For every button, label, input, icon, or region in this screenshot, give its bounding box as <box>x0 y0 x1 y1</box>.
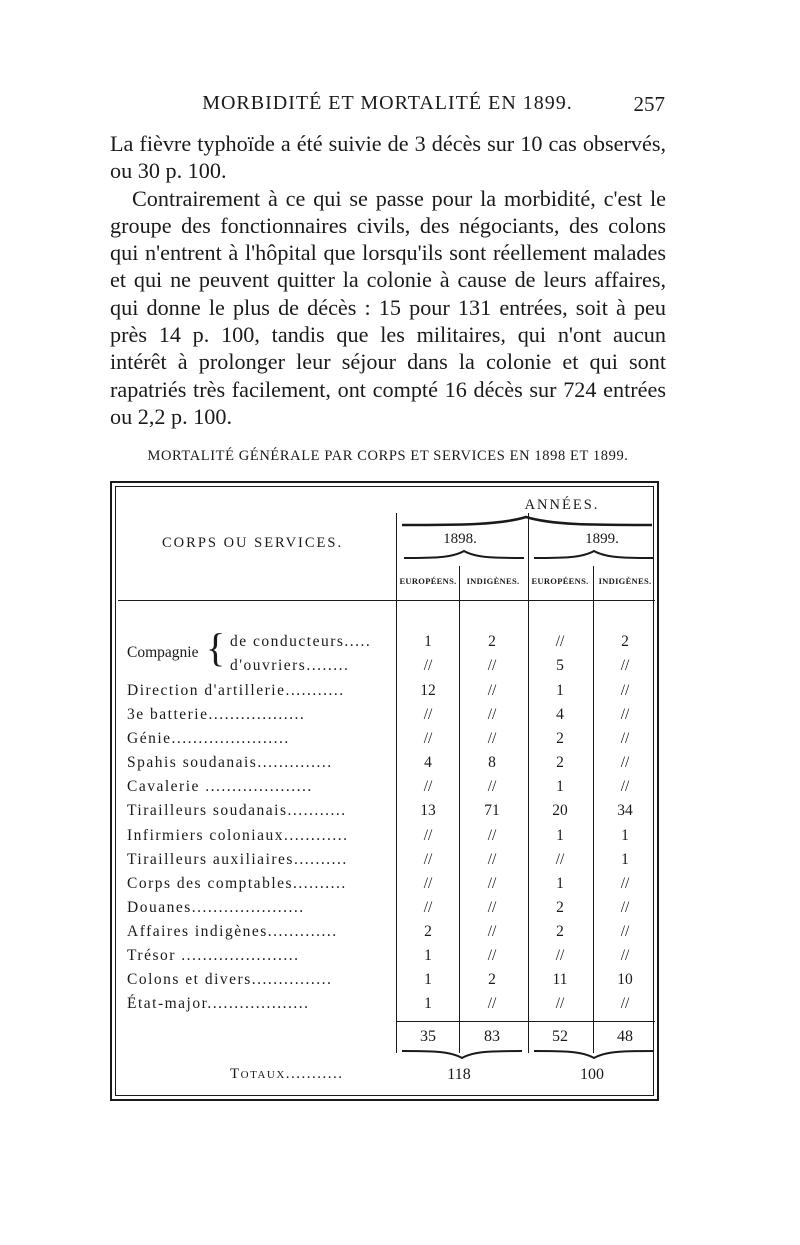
cell-ind-1898: // <box>487 778 497 795</box>
cell-ind-1898: // <box>487 682 497 699</box>
cell-eur-1899: 20 <box>552 802 568 819</box>
cell-ind-1898: // <box>487 657 497 674</box>
cell-ind-1898: // <box>487 995 497 1012</box>
cell-ind-1899: // <box>620 899 630 916</box>
cell-eur-1898: 1 <box>424 995 432 1012</box>
subtotal-eur-1899: 52 <box>552 1028 568 1045</box>
table-row <box>112 947 655 969</box>
compagnie-label: Compagnie <box>127 644 199 661</box>
cell-ind-1899: // <box>620 875 630 892</box>
cell-ind-1899: // <box>620 730 630 747</box>
header-rule <box>118 600 655 601</box>
table-row <box>112 995 655 1017</box>
cell-ind-1899: // <box>620 754 630 771</box>
cell-eur-1899: // <box>555 995 565 1012</box>
brace-1898 <box>402 549 527 561</box>
cell-ind-1899: // <box>620 706 630 723</box>
cell-ind-1898: // <box>487 730 497 747</box>
cell-ind-1899: 10 <box>617 971 633 988</box>
table-row <box>112 923 655 945</box>
total-1898: 118 <box>447 1066 471 1083</box>
cell-ind-1898: // <box>487 899 497 916</box>
table-row <box>112 657 655 679</box>
annees-header: ANNÉES. <box>524 497 600 513</box>
cell-ind-1898: 2 <box>488 971 496 988</box>
cell-ind-1899: // <box>620 995 630 1012</box>
table-row <box>112 778 655 800</box>
row-label: de conducteurs..... <box>230 633 372 650</box>
compagnie-brace: { <box>206 625 226 670</box>
cell-eur-1898: // <box>423 899 433 916</box>
cell-eur-1898: 1 <box>424 947 432 964</box>
cell-eur-1898: 13 <box>420 802 436 819</box>
cell-ind-1898: // <box>487 851 497 868</box>
cell-eur-1899: // <box>555 851 565 868</box>
cell-eur-1899: 2 <box>556 730 564 747</box>
row-label: Corps des comptables.......... <box>127 875 347 892</box>
row-label: Tirailleurs soudanais........... <box>127 802 347 819</box>
cell-eur-1898: 4 <box>424 754 432 771</box>
row-label: Cavalerie .................... <box>127 778 313 795</box>
table-row <box>112 682 655 704</box>
year-1898: 1898. <box>443 531 477 547</box>
total-1899: 100 <box>580 1066 604 1083</box>
page-header <box>110 92 665 122</box>
row-label: Douanes..................... <box>127 899 305 916</box>
cell-eur-1898: // <box>423 706 433 723</box>
row-label: Tirailleurs auxiliaires.......... <box>127 851 348 868</box>
corps-header: CORPS OU SERVICES. <box>162 535 344 551</box>
table-row <box>112 730 655 752</box>
cell-eur-1899: 1 <box>556 682 564 699</box>
subheader-indigenes-1898: INDIGÈNES. <box>466 576 520 586</box>
cell-ind-1898: // <box>487 706 497 723</box>
subtotal-rule <box>396 1021 655 1022</box>
totals-brace-1898 <box>400 1049 525 1061</box>
cell-eur-1899: 2 <box>556 754 564 771</box>
totaux-row <box>112 1066 655 1088</box>
running-title: MORBIDITÉ ET MORTALITÉ EN 1899. <box>202 92 573 114</box>
table-row <box>112 875 655 897</box>
row-label: Génie...................... <box>127 730 290 747</box>
cell-eur-1898: // <box>423 778 433 795</box>
cell-eur-1899: // <box>555 947 565 964</box>
cell-eur-1898: // <box>423 730 433 747</box>
paragraph-2: Contrairement à ce qui se passe pour la morbidité, c'est le groupe des fonctionnaires civils, des négociants, des colons qui n'entrent à l'hôpital que lorsqu'ils sont réellement malades et qui ne peuvent quitter la colonie à cause de leurs affaires, qui donne le plus de décès : 15 pour 131 entrées, soit à peu près 14 p. 100, tandis que les militaires, qui n'ont aucun intérêt à prolonger leur séjour dans la colonie et qui sont rapatriés très facilement, ont compté 16 décès sur 724 entrées ou 2,2 p. 100. <box>110 185 666 429</box>
paragraph-1: La fièvre typhoïde a été suivie de 3 décès sur 10 cas observés, ou 30 p. 100. <box>110 131 666 184</box>
row-label: État-major................... <box>127 995 310 1012</box>
row-label: Colons et divers............... <box>127 971 333 988</box>
cell-ind-1899: // <box>620 657 630 674</box>
cell-eur-1899: 11 <box>552 971 568 988</box>
subtotal-ind-1898: 83 <box>484 1028 500 1045</box>
table-row <box>112 706 655 728</box>
cell-eur-1898: // <box>423 827 433 844</box>
subtotal-row <box>112 1028 655 1050</box>
row-label: Direction d'artillerie........... <box>127 682 345 699</box>
table-row <box>112 899 655 921</box>
cell-eur-1898: 2 <box>424 923 432 940</box>
row-label: Infirmiers coloniaux............ <box>127 827 349 844</box>
cell-eur-1899: // <box>555 633 565 650</box>
row-label: d'ouvriers........ <box>230 657 350 674</box>
cell-ind-1898: 2 <box>488 633 496 650</box>
brace-1899 <box>532 549 657 561</box>
subheader-europeens-1899: EUROPÉENS. <box>531 576 589 586</box>
cell-eur-1899: 2 <box>556 899 564 916</box>
row-label: Affaires indigènes............. <box>127 923 338 940</box>
cell-eur-1898: 1 <box>424 971 432 988</box>
cell-ind-1899: 2 <box>621 633 629 650</box>
cell-ind-1898: // <box>487 947 497 964</box>
cell-ind-1899: // <box>620 682 630 699</box>
cell-eur-1899: 4 <box>556 706 564 723</box>
cell-eur-1899: 2 <box>556 923 564 940</box>
row-label: Spahis soudanais.............. <box>127 754 333 771</box>
year-1899: 1899. <box>585 531 619 547</box>
cell-eur-1898: 1 <box>424 633 432 650</box>
table-row <box>112 827 655 849</box>
row-label: Trésor ...................... <box>127 947 300 964</box>
table-caption: MORTALITÉ GÉNÉRALE PAR CORPS ET SERVICES EN 1898 ET 1899. <box>147 448 629 464</box>
cell-ind-1899: // <box>620 923 630 940</box>
body-text <box>110 130 666 430</box>
table-row <box>112 754 655 776</box>
row-label: 3e batterie.................. <box>127 706 306 723</box>
cell-eur-1898: 12 <box>420 682 436 699</box>
cell-eur-1899: 1 <box>556 875 564 892</box>
totals-brace-1899 <box>532 1049 657 1061</box>
cell-ind-1899: 34 <box>617 802 633 819</box>
subheader-europeens-1898: EUROPÉENS. <box>399 576 457 586</box>
cell-ind-1898: 71 <box>484 802 500 819</box>
cell-ind-1899: 1 <box>621 827 629 844</box>
cell-ind-1899: // <box>620 778 630 795</box>
cell-ind-1898: // <box>487 827 497 844</box>
totaux-label: Totaux........... <box>230 1066 344 1082</box>
subtotal-eur-1898: 35 <box>420 1028 436 1045</box>
page-number: 257 <box>633 92 665 116</box>
cell-eur-1898: // <box>423 851 433 868</box>
cell-ind-1898: // <box>487 923 497 940</box>
table-row <box>112 851 655 873</box>
cell-eur-1899: 1 <box>556 827 564 844</box>
cell-ind-1898: 8 <box>488 754 496 771</box>
cell-ind-1899: 1 <box>621 851 629 868</box>
cell-eur-1899: 1 <box>556 778 564 795</box>
mortality-table <box>110 481 659 1101</box>
subtotal-ind-1899: 48 <box>617 1028 633 1045</box>
cell-eur-1899: 5 <box>556 657 564 674</box>
table-row <box>112 802 655 824</box>
cell-eur-1898: // <box>423 875 433 892</box>
table-row <box>112 633 655 655</box>
cell-ind-1898: // <box>487 875 497 892</box>
cell-eur-1898: // <box>423 657 433 674</box>
cell-ind-1899: // <box>620 947 630 964</box>
subheader-indigenes-1899: INDIGÈNES. <box>598 576 652 586</box>
table-row <box>112 971 655 993</box>
